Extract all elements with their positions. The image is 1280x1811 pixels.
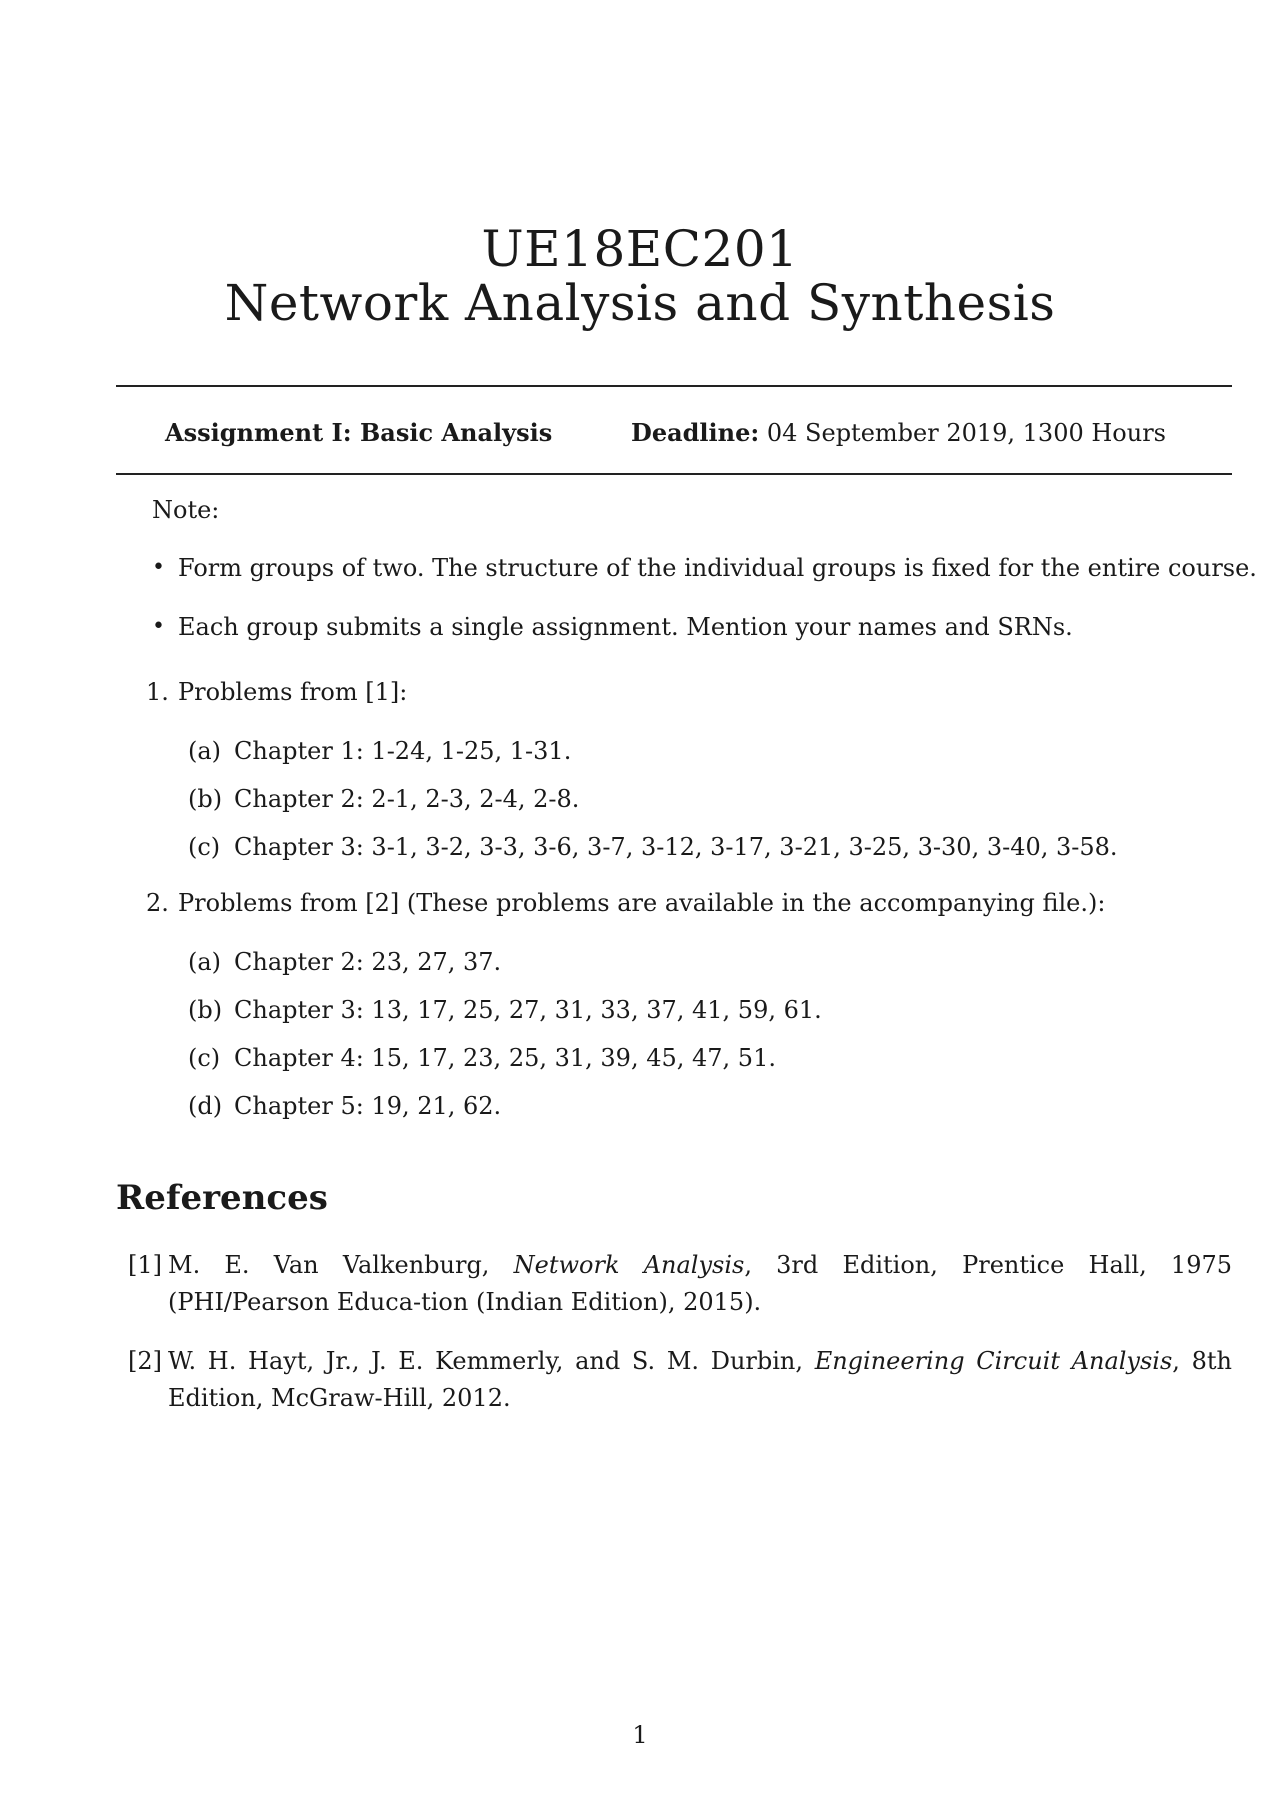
course-code: UE18EC201 bbox=[481, 220, 799, 278]
sub-problem-text: Chapter 2: 2-1, 2-3, 2-4, 2-8. bbox=[234, 785, 580, 813]
reference-title: Network Analysis bbox=[513, 1251, 745, 1279]
reference-details: , 3rd Edition, Prentice Hall, 1975 (PHI/Pearson Educa-tion (Indian Edition), 2015). bbox=[168, 1251, 1233, 1316]
reference-authors: W. H. Hayt, Jr., J. E. Kemmerly, and S. M. Durbin, bbox=[168, 1347, 815, 1375]
problem-number: 1. bbox=[146, 678, 169, 706]
header-bottom-rule bbox=[116, 473, 1232, 475]
reference-authors: M. E. Van Valkenburg, bbox=[168, 1251, 514, 1279]
problem-text: Problems from [1]: bbox=[178, 678, 408, 706]
sub-problem-label: (a) bbox=[188, 737, 222, 765]
page-number: 1 bbox=[632, 1721, 648, 1749]
reference-text bbox=[168, 1343, 1232, 1417]
sub-problem-label: (c) bbox=[188, 833, 221, 861]
bullet-text: Each group submits a single assignment. Mention your names and SRNs. bbox=[178, 613, 1073, 641]
reference-text bbox=[168, 1247, 1232, 1321]
reference-label: [1] bbox=[128, 1251, 162, 1279]
assignment-title: Assignment I: Basic Analysis bbox=[165, 418, 553, 447]
problem-text: Problems from [2] (These problems are available in the accompanying file.): bbox=[178, 889, 1106, 917]
course-name: Network Analysis and Synthesis bbox=[224, 274, 1056, 332]
sub-problem-label: (d) bbox=[188, 1092, 223, 1120]
sub-problem-label: (a) bbox=[188, 948, 222, 976]
note-label: Note: bbox=[152, 496, 220, 524]
reference-details: , 8th Edition, McGraw-Hill, 2012. bbox=[168, 1347, 1232, 1412]
bullet-text: Form groups of two. The structure of the individual groups is fixed for the entire course. bbox=[178, 554, 1257, 582]
sub-problem-text: Chapter 4: 15, 17, 23, 25, 31, 39, 45, 47, 51. bbox=[234, 1044, 776, 1072]
sub-problem-text: Chapter 2: 23, 27, 37. bbox=[234, 948, 502, 976]
bullet-dot-icon: • bbox=[152, 614, 165, 639]
reference-title: Engineering Circuit Analysis bbox=[814, 1347, 1173, 1375]
sub-problem-label: (c) bbox=[188, 1044, 221, 1072]
problem-number: 2. bbox=[146, 889, 169, 917]
bullet-dot-icon: • bbox=[152, 555, 165, 580]
deadline bbox=[631, 418, 1166, 448]
sub-problem-text: Chapter 3: 3-1, 3-2, 3-3, 3-6, 3-7, 3-12, 3-17, 3-21, 3-25, 3-30, 3-40, 3-58. bbox=[234, 833, 1118, 861]
sub-problem-label: (b) bbox=[188, 996, 223, 1024]
sub-problem-text: Chapter 1: 1-24, 1-25, 1-31. bbox=[234, 737, 572, 765]
header-top-rule bbox=[116, 385, 1232, 387]
deadline-value: 04 September 2019, 1300 Hours bbox=[766, 419, 1166, 447]
reference-label: [2] bbox=[128, 1347, 162, 1375]
sub-problem-text: Chapter 3: 13, 17, 25, 27, 31, 33, 37, 41, 59, 61. bbox=[234, 996, 822, 1024]
sub-problem-text: Chapter 5: 19, 21, 62. bbox=[234, 1092, 502, 1120]
references-heading: References bbox=[116, 1178, 328, 1218]
sub-problem-label: (b) bbox=[188, 785, 223, 813]
deadline-label: Deadline: bbox=[631, 418, 760, 447]
document-title bbox=[0, 222, 1280, 330]
